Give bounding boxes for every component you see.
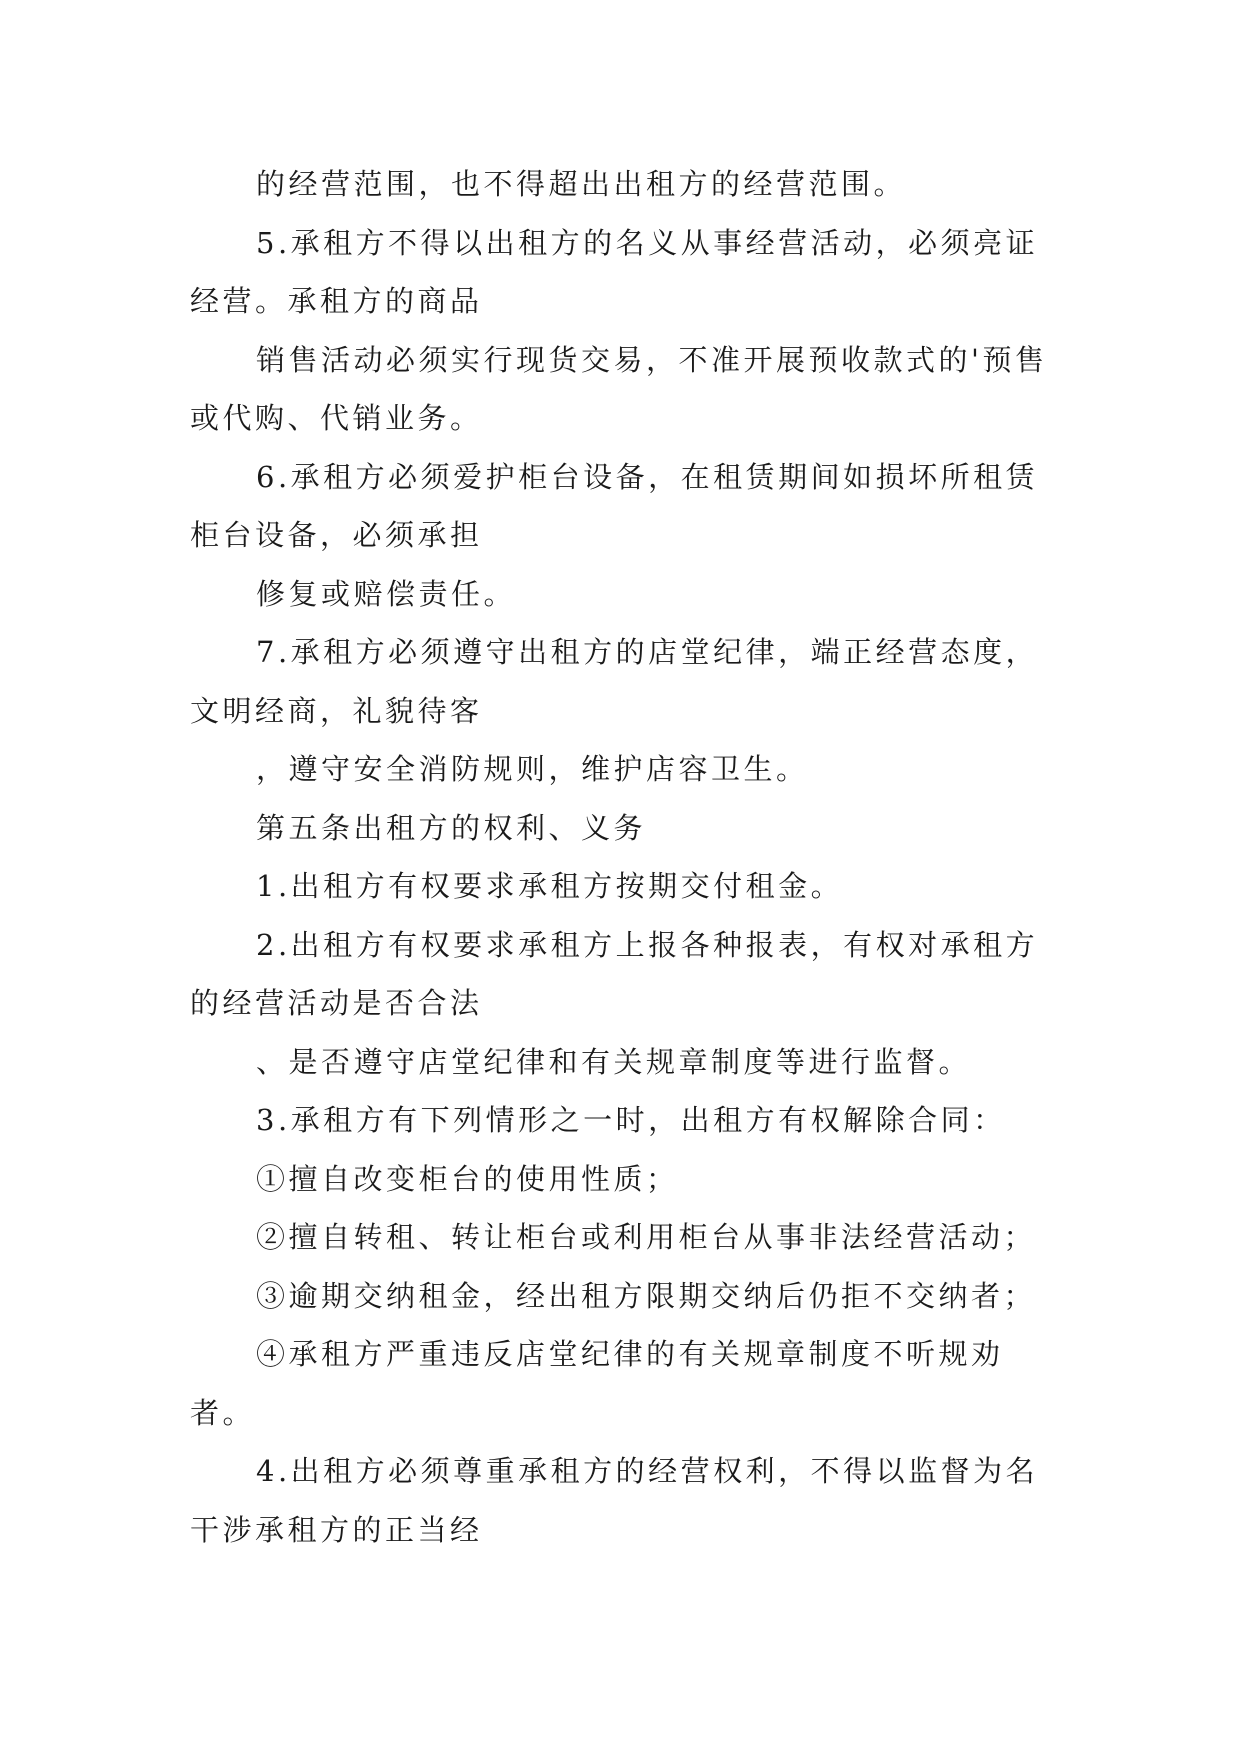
section-heading: 第五条出租方的权利、义务 (256, 810, 647, 845)
paragraph: 7.承租方必须遵守出租方的店堂纪律，端正经营态度，文明经商，礼貌待客 (190, 635, 1039, 728)
paragraph: 销售活动必须实行现货交易，不准开展预收款式的'预售或代购、代销业务。 (190, 342, 1048, 435)
paragraph: 1.出租方有权要求承租方按期交付租金。 (256, 869, 844, 903)
paragraph: 的经营范围，也不得超出出租方的经营范围。 (256, 167, 907, 201)
paragraph: 6.承租方必须爱护柜台设备，在租赁期间如损坏所租赁柜台设备，必须承担 (190, 459, 1039, 552)
paragraph: 4.出租方必须尊重承租方的经营权利，不得以监督为名干涉承租方的正当经 (190, 1454, 1039, 1547)
paragraph: ，遵守安全消防规则，维护店容卫生。 (256, 752, 809, 786)
paragraph: 修复或赔偿责任。 (256, 576, 517, 611)
paragraph: 2.出租方有权要求承租方上报各种报表，有权对承租方的经营活动是否合法 (190, 927, 1039, 1020)
list-item: ④承租方严重违反店堂纪律的有关规章制度不听规劝者。 (190, 1337, 1004, 1430)
paragraph: 3.承租方有下列情形之一时，出租方有权解除合同： (256, 1103, 1006, 1137)
list-item: ③逾期交纳租金，经出租方限期交纳后仍拒不交纳者； (256, 1278, 1037, 1313)
paragraph: 5.承租方不得以出租方的名义从事经营活动，必须亮证经营。承租方的商品 (190, 225, 1039, 318)
list-item: ②擅自转租、转让柜台或利用柜台从事非法经营活动； (256, 1220, 1037, 1254)
document-body (190, 155, 1060, 1559)
paragraph: 、是否遵守店堂纪律和有关规章制度等进行监督。 (256, 1044, 972, 1079)
list-item: ①擅自改变柜台的使用性质； (256, 1161, 679, 1196)
